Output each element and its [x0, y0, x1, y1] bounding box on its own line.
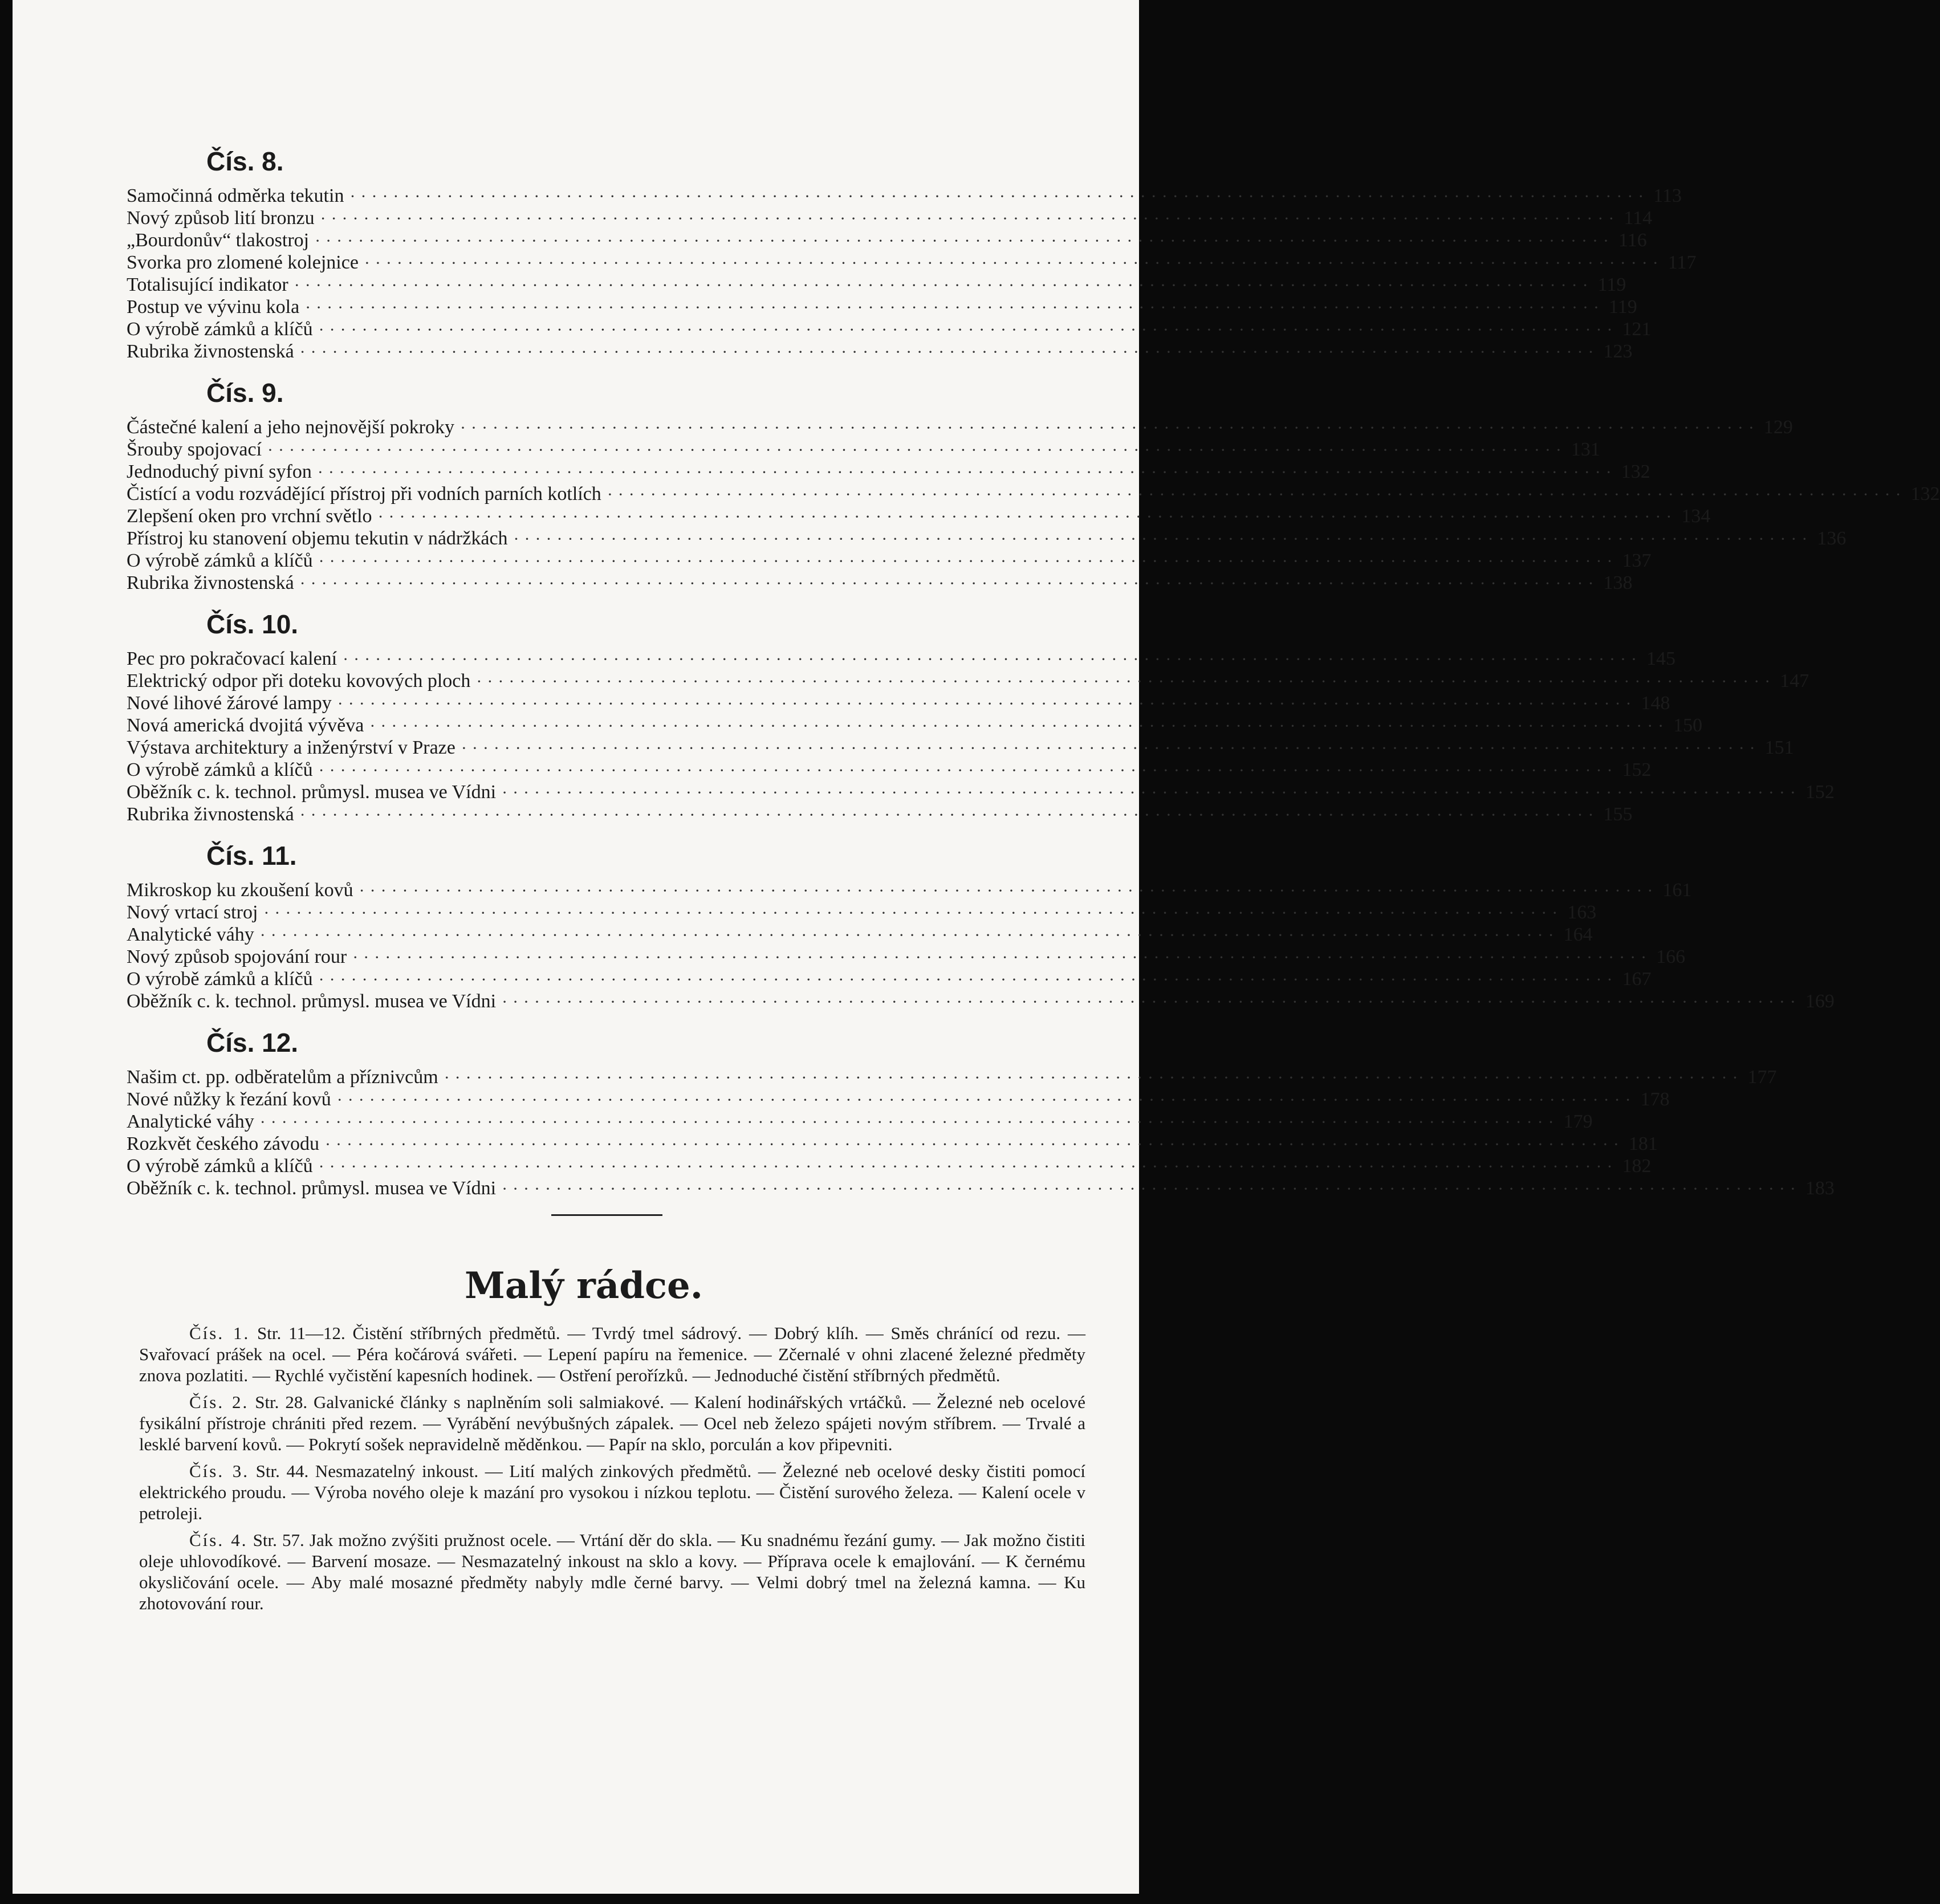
page [13, 0, 1940, 1894]
toc-entry [127, 759, 1652, 781]
toc-entry [127, 1155, 1652, 1177]
entry-page: 182 [1622, 1156, 1652, 1177]
entry-page: 181 [1628, 1133, 1658, 1154]
entry-page: 137 [1622, 550, 1652, 571]
toc-entry [127, 1066, 1777, 1088]
entry-title: Jednoduchý pivní syfon [127, 461, 312, 482]
entry-title: Rubrika živnostenská [127, 341, 294, 362]
dot-leader: ························································································································ [369, 717, 1669, 735]
dot-leader: ························································································································ [318, 761, 1618, 780]
entry-title: O výrobě zámků a klíčů [127, 759, 313, 780]
dot-leader: ························································································································ [299, 574, 1599, 593]
dot-leader: ························································································································ [318, 970, 1618, 989]
entry-page: 147 [1780, 670, 1809, 691]
entry-page: 152 [1622, 759, 1652, 780]
entry-title: Nové nůžky k řezání kovů [127, 1089, 331, 1110]
toc-entry [127, 879, 1692, 901]
entry-page: 164 [1563, 924, 1593, 945]
dot-leader: ························································································································ [318, 552, 1618, 571]
entry-page: 166 [1656, 946, 1686, 967]
toc-entry [127, 461, 1650, 483]
toc-section [127, 841, 1835, 1012]
advice-issue-label: Čís. 4. [189, 1530, 248, 1550]
advice-paragraph [139, 1460, 1085, 1524]
table-of-contents [127, 147, 1940, 1217]
toc-entry [127, 550, 1652, 572]
toc-entry [127, 527, 1847, 550]
entry-title: Oběžník c. k. technol. průmysl. musea ve Vídni [127, 991, 497, 1012]
entry-page: 161 [1662, 880, 1692, 901]
toc-entry [127, 670, 1809, 692]
entry-page: 132 [1621, 461, 1650, 482]
entry-title: Oběžník c. k. technol. průmysl. musea ve Vídni [127, 782, 497, 803]
entry-title: Nový způsob lití bronzu [127, 208, 315, 229]
toc-entry [127, 416, 1793, 438]
entry-title: Výstava architektury a inženýrství v Praze [127, 737, 455, 758]
dot-leader: ························································································································ [352, 948, 1652, 967]
advice-paragraph [139, 1392, 1085, 1455]
dot-leader: ························································································································ [259, 926, 1559, 945]
dot-leader: ························································································································ [294, 276, 1593, 295]
entry-title: O výrobě zámků a klíčů [127, 1156, 313, 1177]
dot-leader: ························································································································ [318, 320, 1618, 339]
toc-entry [127, 296, 1637, 318]
dot-leader: ························································································································ [343, 650, 1642, 669]
toc-entry [127, 781, 1835, 803]
dot-leader: ························································································································ [259, 1113, 1559, 1132]
dot-leader: ························································································································ [461, 739, 1760, 758]
dot-leader: ························································································································ [460, 418, 1759, 437]
entry-page: 169 [1805, 991, 1835, 1012]
advice-text: Str. 28. Galvanické články s naplněním soli salmiakové. — Kalení hodinářských vrtáčků. — Železné neb ocelové fysikální přístroje chrániti před rezem. — Vyrábění nevýbušných zápalek. — Ocel neb železo spájeti novým stříbrem. — Trvalé a lesklé barvení kovů. — Pokrytí sošek nepravidelně měděnkou. — Papír na sklo, porculán a kov připevniti. [139, 1392, 1085, 1454]
entry-title: Samočinná odměrka tekutin [127, 185, 344, 206]
entry-title: Šrouby spojovací [127, 439, 262, 460]
dot-leader: ························································································································ [317, 463, 1617, 482]
dot-leader: ························································································································ [318, 1157, 1618, 1176]
advice-text: Str. 44. Nesmazatelný inkoust. — Lití malých zinkových předmětů. — Železné neb ocelové desky čistiti pomocí elektrického proudu. — Výroba nového oleje k mazání pro vysokou i nízkou teplotu. — Čistění surového železa. — Kalení ocele v petroleji. [139, 1461, 1086, 1523]
entry-title: „Bourdonův“ tlakostroj [127, 230, 310, 251]
entry-page: 116 [1618, 230, 1647, 251]
entry-page: 117 [1667, 252, 1697, 273]
entry-page: 123 [1603, 341, 1633, 362]
toc-entry [127, 1110, 1593, 1133]
toc-entry [127, 968, 1652, 990]
dot-leader: ························································································································ [377, 507, 1677, 526]
toc-entry [127, 274, 1626, 296]
toc-entry [127, 251, 1697, 274]
section-heading: Čís. 10. [206, 609, 299, 639]
entry-page: 167 [1622, 969, 1652, 990]
entry-page: 119 [1597, 274, 1626, 295]
entry-page: 134 [1681, 506, 1711, 527]
toc-entry [127, 648, 1675, 670]
toc-entry [127, 901, 1597, 923]
dot-leader: ························································································································ [315, 231, 1614, 250]
entry-title: Totalisující indikator [127, 274, 288, 295]
toc-section [127, 609, 1835, 825]
entry-title: Nový způsob spojování rour [127, 946, 347, 967]
toc-entry [127, 1133, 1658, 1155]
advice-text: Str. 57. Jak možno zvýšiti pružnost ocele. — Vrtání děr do skla. — Ku snadnému řezání gumy. — Jak možno čistiti oleje uhlovodíkové. — Barvení mosaze. — Nesmazatelný inkoust na sklo a kovy. — Příprava ocele k emajlování. — K černému okysličování ocele. — Aby malé mosazné předměty nabyly mdle černé barvy. — Velmi dobrý tmel na železná kamna. — Ku zhotovování rour. [139, 1530, 1086, 1613]
entry-page: 136 [1817, 528, 1847, 549]
entry-title: Mikroskop ku zkoušení kovů [127, 880, 353, 901]
toc-entry [127, 714, 1703, 737]
toc-entry [127, 1177, 1835, 1199]
entry-page: 114 [1624, 208, 1653, 229]
toc-entry [127, 340, 1633, 363]
entry-page: 151 [1764, 737, 1794, 758]
advice-paragraph [139, 1323, 1085, 1386]
entry-page: 163 [1567, 902, 1597, 923]
entry-page: 177 [1747, 1067, 1777, 1088]
advice-paragraph [139, 1529, 1085, 1614]
advice-section [139, 1323, 1085, 1620]
dot-leader: ························································································································ [476, 672, 1776, 691]
entry-title: Přístroj ku stanovení objemu tekutin v nádržkách [127, 528, 508, 549]
entry-title: O výrobě zámků a klíčů [127, 969, 313, 990]
dot-leader: ························································································································ [299, 343, 1599, 361]
entry-title: Částečné kalení a jeho nejnovější pokroky [127, 417, 454, 438]
toc-section [127, 1028, 1835, 1199]
dot-leader: ························································································································ [299, 805, 1599, 824]
dot-leader: ························································································································ [364, 254, 1664, 272]
entry-title: Nový vrtací stroj [127, 902, 258, 923]
toc-entry [127, 505, 1711, 527]
entry-page: 131 [1571, 439, 1600, 460]
dot-leader: ························································································································ [349, 187, 1649, 206]
dot-leader: ························································································································ [444, 1068, 1743, 1087]
toc-entry [127, 692, 1670, 714]
advice-issue-label: Čís. 2. [189, 1392, 249, 1412]
dot-leader: ························································································································ [336, 1091, 1636, 1109]
entry-page: 113 [1653, 185, 1682, 206]
entry-title: Elektrický odpor při doteku kovových ploch [127, 670, 471, 691]
entry-title: Pec pro pokračovací kalení [127, 648, 337, 669]
entry-page: 121 [1622, 319, 1652, 340]
entry-page: 178 [1640, 1089, 1670, 1110]
entry-page: 150 [1673, 715, 1703, 736]
toc-entry [127, 438, 1600, 461]
dot-leader: ························································································································ [502, 783, 1801, 802]
dot-leader: ························································································································ [513, 530, 1813, 548]
advice-issue-label: Čís. 1. [189, 1323, 250, 1343]
entry-title: Postup ve vývinu kola [127, 296, 300, 318]
entry-title: Zlepšení oken pro vrchní světlo [127, 506, 372, 527]
entry-title: Rubrika živnostenská [127, 804, 294, 825]
entry-title: Oběžník c. k. technol. průmysl. musea ve Vídni [127, 1178, 497, 1199]
dot-leader: ························································································································ [263, 904, 1563, 922]
toc-entry [127, 1088, 1670, 1110]
toc-entry [127, 572, 1633, 594]
toc-entry [127, 737, 1794, 759]
entry-page: 145 [1646, 648, 1675, 669]
toc-entry [127, 229, 1647, 251]
dot-leader: ························································································································ [607, 485, 1906, 504]
toc-entry [127, 946, 1686, 968]
toc-entry [127, 207, 1653, 229]
entry-page: 138 [1603, 572, 1633, 593]
dot-leader: ························································································································ [305, 298, 1604, 317]
section-heading: Čís. 9. [206, 378, 284, 408]
section-heading: Čís. 12. [206, 1028, 299, 1057]
entry-title: Čistící a vodu rozváděјící přístroj při vodních parních kotlích [127, 483, 601, 505]
entry-page: 152 [1805, 782, 1835, 803]
advice-title: Malý rádce. [465, 1264, 703, 1307]
toc-entry [127, 990, 1835, 1012]
entry-title: O výrobě zámků a klíčů [127, 319, 313, 340]
entry-page: 129 [1763, 417, 1793, 438]
toc-section [127, 147, 1697, 363]
entry-page: 179 [1563, 1111, 1593, 1132]
dot-leader: ························································································································ [502, 992, 1801, 1011]
section-heading: Čís. 8. [206, 147, 284, 176]
entry-title: Rozkvět českého závodu [127, 1133, 319, 1154]
entry-title: Rubrika živnostenská [127, 572, 294, 593]
entry-page: 183 [1805, 1178, 1835, 1199]
entry-page: 155 [1603, 804, 1633, 825]
entry-title: Našim ct. pp. odběratelům a příznivcům [127, 1067, 438, 1088]
toc-entry [127, 923, 1593, 946]
entry-title: Nová americká dvojitá vývěva [127, 715, 364, 736]
entry-page: 119 [1609, 296, 1637, 318]
dot-leader: ························································································································ [267, 441, 1567, 459]
entry-page: 132 [1910, 483, 1940, 505]
toc-entry [127, 483, 1940, 505]
toc-section [127, 378, 1940, 594]
toc-entry [127, 318, 1652, 340]
entry-page: 148 [1641, 693, 1670, 714]
toc-entry [127, 803, 1633, 825]
dot-leader: ························································································································ [337, 694, 1637, 713]
dot-leader: ························································································································ [320, 209, 1620, 228]
entry-title: Analytické váhy [127, 924, 254, 945]
advice-text: Str. 11—12. Čistění stříbrných předmětů. — Tvrdý tmel sádrový. — Dobrý klíh. — Směs chránící od rezu. — Svařovací prášek na ocel. — Péra kočárová svářeti. — Lepení papíru na řemenice. — Zčernalé v ohni zlacené železné předměty znova pozlatiti. — Rychlé vyčistění kapesních hodinek. — Ostření perořízků. — Jednoduché čistění stříbrných předmětů. [139, 1323, 1085, 1385]
entry-title: Svorka pro zlomené kolejnice [127, 252, 359, 273]
dot-leader: ························································································································ [325, 1135, 1624, 1154]
entry-title: O výrobě zámků a klíčů [127, 550, 313, 571]
entry-title: Analytické váhy [127, 1111, 254, 1132]
dot-leader: ························································································································ [502, 1179, 1801, 1198]
entry-title: Nové lihové žárové lampy [127, 693, 332, 714]
toc-entry [127, 185, 1682, 207]
dot-leader: ························································································································ [359, 881, 1658, 900]
divider [551, 1214, 662, 1216]
advice-issue-label: Čís. 3. [189, 1461, 249, 1481]
section-heading: Čís. 11. [206, 841, 297, 870]
